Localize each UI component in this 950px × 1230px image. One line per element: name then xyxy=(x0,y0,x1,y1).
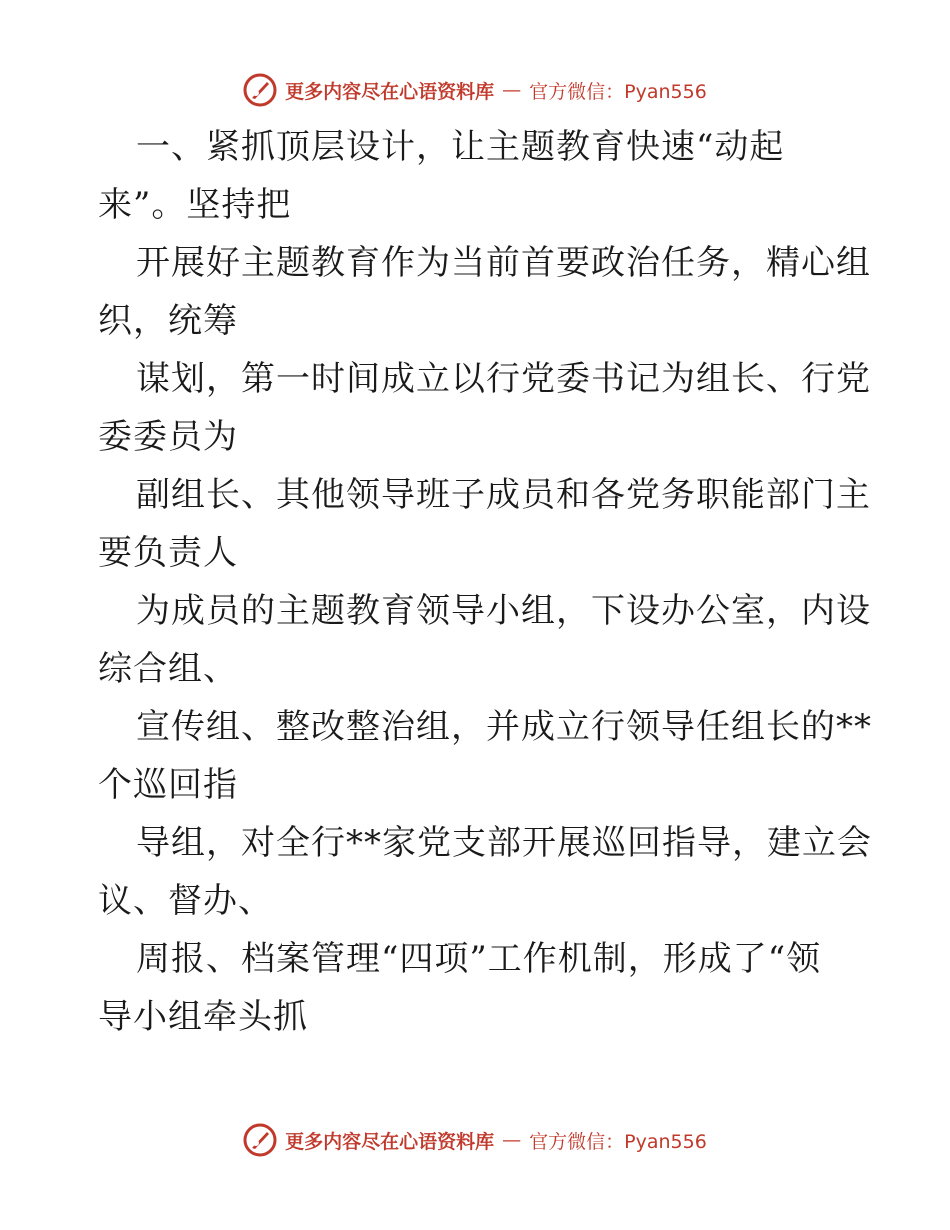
body-line: 要负责人 xyxy=(98,533,238,573)
body-line: 议、督办、 xyxy=(98,881,273,921)
header-contact: 官方微信：Pyan556 xyxy=(529,80,707,103)
body-line: 导小组牵头抓 xyxy=(98,997,308,1037)
body-line: 个巡回指 xyxy=(98,765,238,805)
body-line: 综合组、 xyxy=(98,649,238,689)
body-line: 谋划，第一时间成立以行党委书记为组长、行党 xyxy=(136,359,871,399)
body-line: 一、紧抓顶层设计，让主题教育快速“动起 xyxy=(136,127,785,167)
body-line: 宣传组、整改整治组，并成立行领导任组长的** xyxy=(136,707,872,747)
header-dash: — xyxy=(502,79,522,101)
body-line: 周报、档案管理“四项”工作机制，形成了“领 xyxy=(136,939,822,979)
header-watermark xyxy=(0,70,950,110)
header-banner-text: 更多内容尽在心语资料库 xyxy=(285,80,495,103)
body-line: 委委员为 xyxy=(98,417,238,457)
quill-logo-icon xyxy=(243,1123,277,1157)
footer-contact: 官方微信：Pyan556 xyxy=(529,1130,707,1153)
footer-dash: — xyxy=(502,1129,522,1151)
footer-banner-text: 更多内容尽在心语资料库 xyxy=(285,1130,495,1153)
body-line: 为成员的主题教育领导小组，下设办公室，内设 xyxy=(136,591,871,631)
footer-watermark xyxy=(0,1120,950,1160)
body-line: 织，统筹 xyxy=(98,301,238,341)
body-line: 副组长、其他领导班子成员和各党务职能部门主 xyxy=(136,475,871,515)
quill-logo-icon xyxy=(243,73,277,107)
document-body xyxy=(98,118,872,1046)
body-line: 开展好主题教育作为当前首要政治任务，精心组 xyxy=(136,243,871,283)
body-line: 导组，对全行**家党支部开展巡回指导，建立会 xyxy=(136,823,872,863)
body-line: 来”。坚持把 xyxy=(98,185,292,225)
